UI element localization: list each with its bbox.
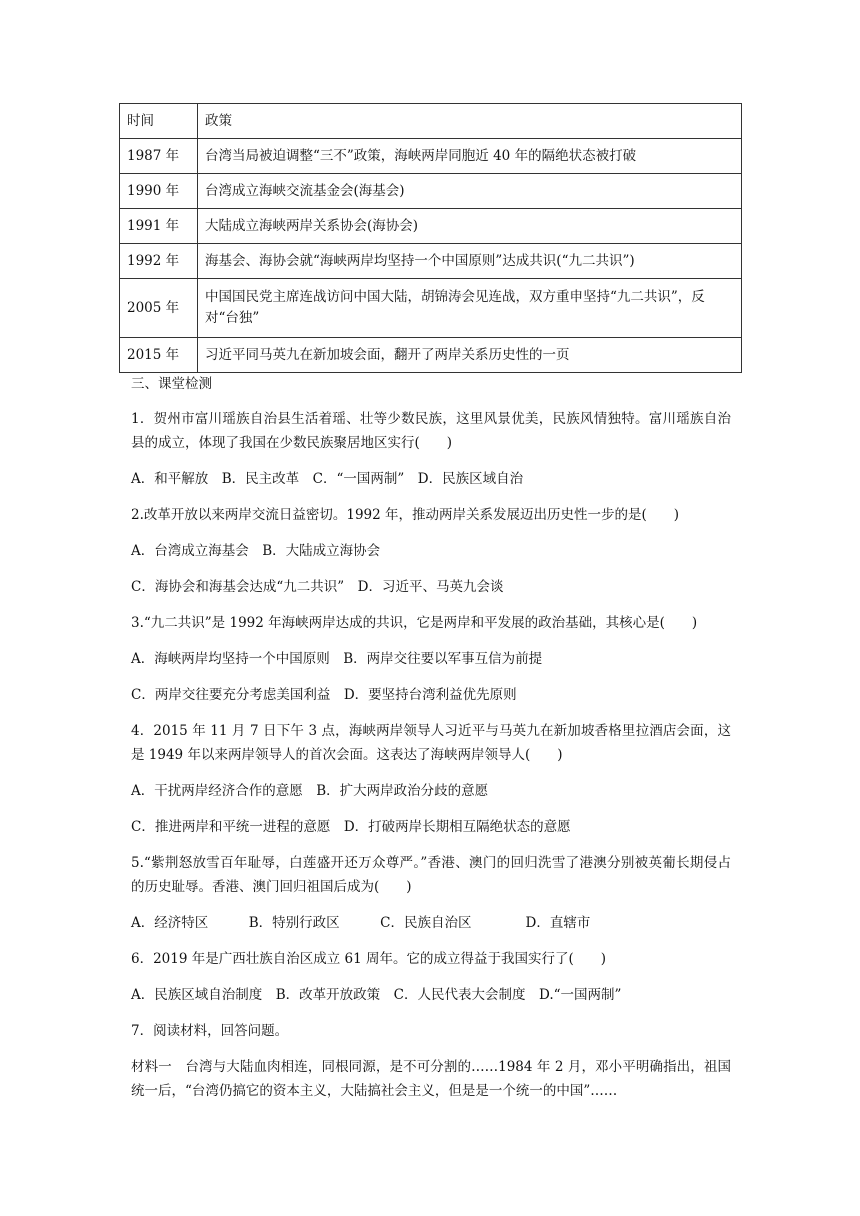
table-row: [120, 338, 742, 373]
question-2-stem: 2.改革开放以来两岸交流日益密切。1992 年，推动两岸关系发展迈出历史性一步的是( ): [131, 507, 680, 523]
row-policy: 海基会、海协会就“海峡两岸均坚持一个中国原则”达成共识(“九二共识”): [198, 244, 742, 279]
row-year: 1987 年: [120, 139, 198, 174]
question-2-options-cd: C．海协会和海基会达成“九二共识” D．习近平、马英九会谈: [131, 579, 504, 595]
row-year: 1990 年: [120, 174, 198, 209]
question-4-stem: 4．2015 年 11 月 7 日下午 3 点，海峡两岸领导人习近平与马英九在新加坡香格里拉酒店会面，这是 1949 年以来两岸领导人的首次会面。这表达了海峡两岸领导人( ): [131, 723, 731, 763]
row-year: 1992 年: [120, 244, 198, 279]
row-policy: 台湾成立海峡交流基金会(海基会): [198, 174, 742, 209]
policy-timeline-table: [119, 103, 742, 373]
row-policy: 习近平同马英九在新加坡会面，翻开了两岸关系历史性的一页: [198, 338, 742, 373]
row-policy: 大陆成立海峡两岸关系协会(海协会): [198, 209, 742, 244]
question-1-options: A．和平解放 B．民主改革 C．“一国两制” D．民族区域自治: [131, 471, 524, 487]
header-time: 时间: [120, 104, 198, 139]
question-3-stem: 3.“九二共识”是 1992 年海峡两岸达成的共识，它是两岸和平发展的政治基础，其核心是( ): [131, 615, 698, 631]
header-policy: 政策: [198, 104, 742, 139]
question-6-options: A．民族区域自治制度 B．改革开放政策 C．人民代表大会制度 D.“一国两制”: [131, 987, 622, 1003]
row-policy: 中国国民党主席连战访问中国大陆，胡锦涛会见连战，双方重申坚持“九二共识”，反对“台独”: [198, 279, 742, 338]
quiz-section: [131, 373, 731, 1103]
table-header-row: [120, 104, 742, 139]
row-year: 1991 年: [120, 209, 198, 244]
question-1-stem: 1．贺州市富川瑶族自治县生活着瑶、壮等少数民族，这里风景优美，民族风情独特。富川瑶族自治县的成立，体现了我国在少数民族聚居地区实行( ): [131, 411, 731, 451]
question-7-stem: 7．阅读材料，回答问题。: [131, 1023, 289, 1039]
table-row: [120, 244, 742, 279]
table-row: [120, 209, 742, 244]
row-year: 2005 年: [120, 279, 198, 338]
row-year: 2015 年: [120, 338, 198, 373]
question-4-options-ab: A．干扰两岸经济合作的意愿 B．扩大两岸政治分歧的意愿: [131, 783, 489, 799]
table-row: [120, 279, 742, 338]
table-row: [120, 174, 742, 209]
question-6-stem: 6．2019 年是广西壮族自治区成立 61 周年。它的成立得益于我国实行了( ): [131, 951, 607, 967]
question-3-options-cd: C．两岸交往要充分考虑美国利益 D．要坚持台湾利益优先原则: [131, 687, 517, 703]
question-5-options: A．经济特区 B．特别行政区 C．民族自治区 D．直辖市: [131, 915, 591, 931]
question-2-options-ab: A．台湾成立海基会 B．大陆成立海协会: [131, 543, 381, 559]
row-policy: 台湾当局被迫调整“三不”政策，海峡两岸同胞近 40 年的隔绝状态被打破: [198, 139, 742, 174]
table-row: [120, 139, 742, 174]
section-title: 三、课堂检测: [131, 376, 212, 392]
question-5-stem: 5.“紫荆怒放雪百年耻辱，白莲盛开还万众尊严。”香港、澳门的回归洗雪了港澳分别被英葡长期侵占的历史耻辱。香港、澳门回归祖国后成为( ): [131, 855, 731, 895]
question-7-material-1: 材料一 台湾与大陆血肉相连，同根同源，是不可分割的……1984 年 2 月，邓小平明确指出，祖国统一后，“台湾仍搞它的资本主义，大陆搞社会主义，但是是一个统一的中国”……: [131, 1059, 731, 1099]
question-4-options-cd: C．推进两岸和平统一进程的意愿 D．打破两岸长期相互隔绝状态的意愿: [131, 819, 571, 835]
question-3-options-ab: A．海峡两岸均坚持一个中国原则 B．两岸交往要以军事互信为前提: [131, 651, 543, 667]
